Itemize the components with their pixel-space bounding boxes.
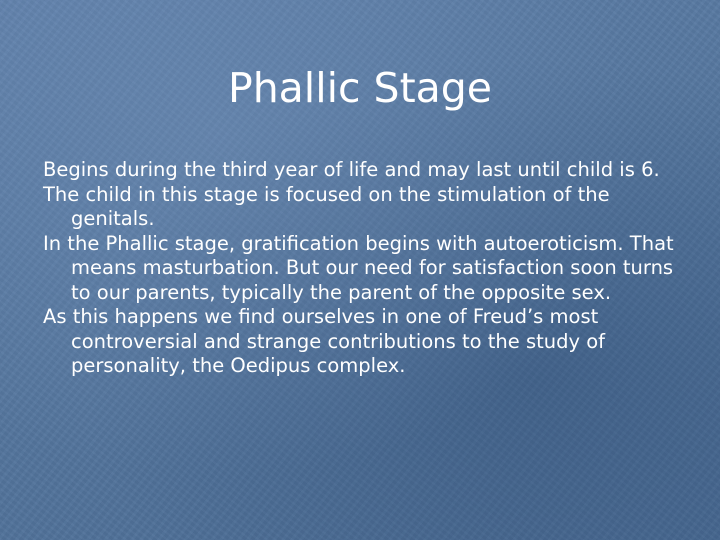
body-paragraph: The child in this stage is focused on the stimulation of the genitals. <box>43 182 610 230</box>
body-paragraph: Begins during the third year of life and may last until child is 6. <box>43 158 660 181</box>
slide-body <box>43 158 693 379</box>
body-paragraph: As this happens we find ourselves in one of Freud’s most controversial and strange contributions to the study of personality, the Oedipus complex. <box>43 305 606 377</box>
body-paragraph: In the Phallic stage, gratification begins with autoeroticism. That means masturbation. But our need for satisfaction soon turns to our parents, typically the parent of the opposite sex. <box>43 231 674 304</box>
slide-title: Phallic Stage <box>227 64 493 112</box>
